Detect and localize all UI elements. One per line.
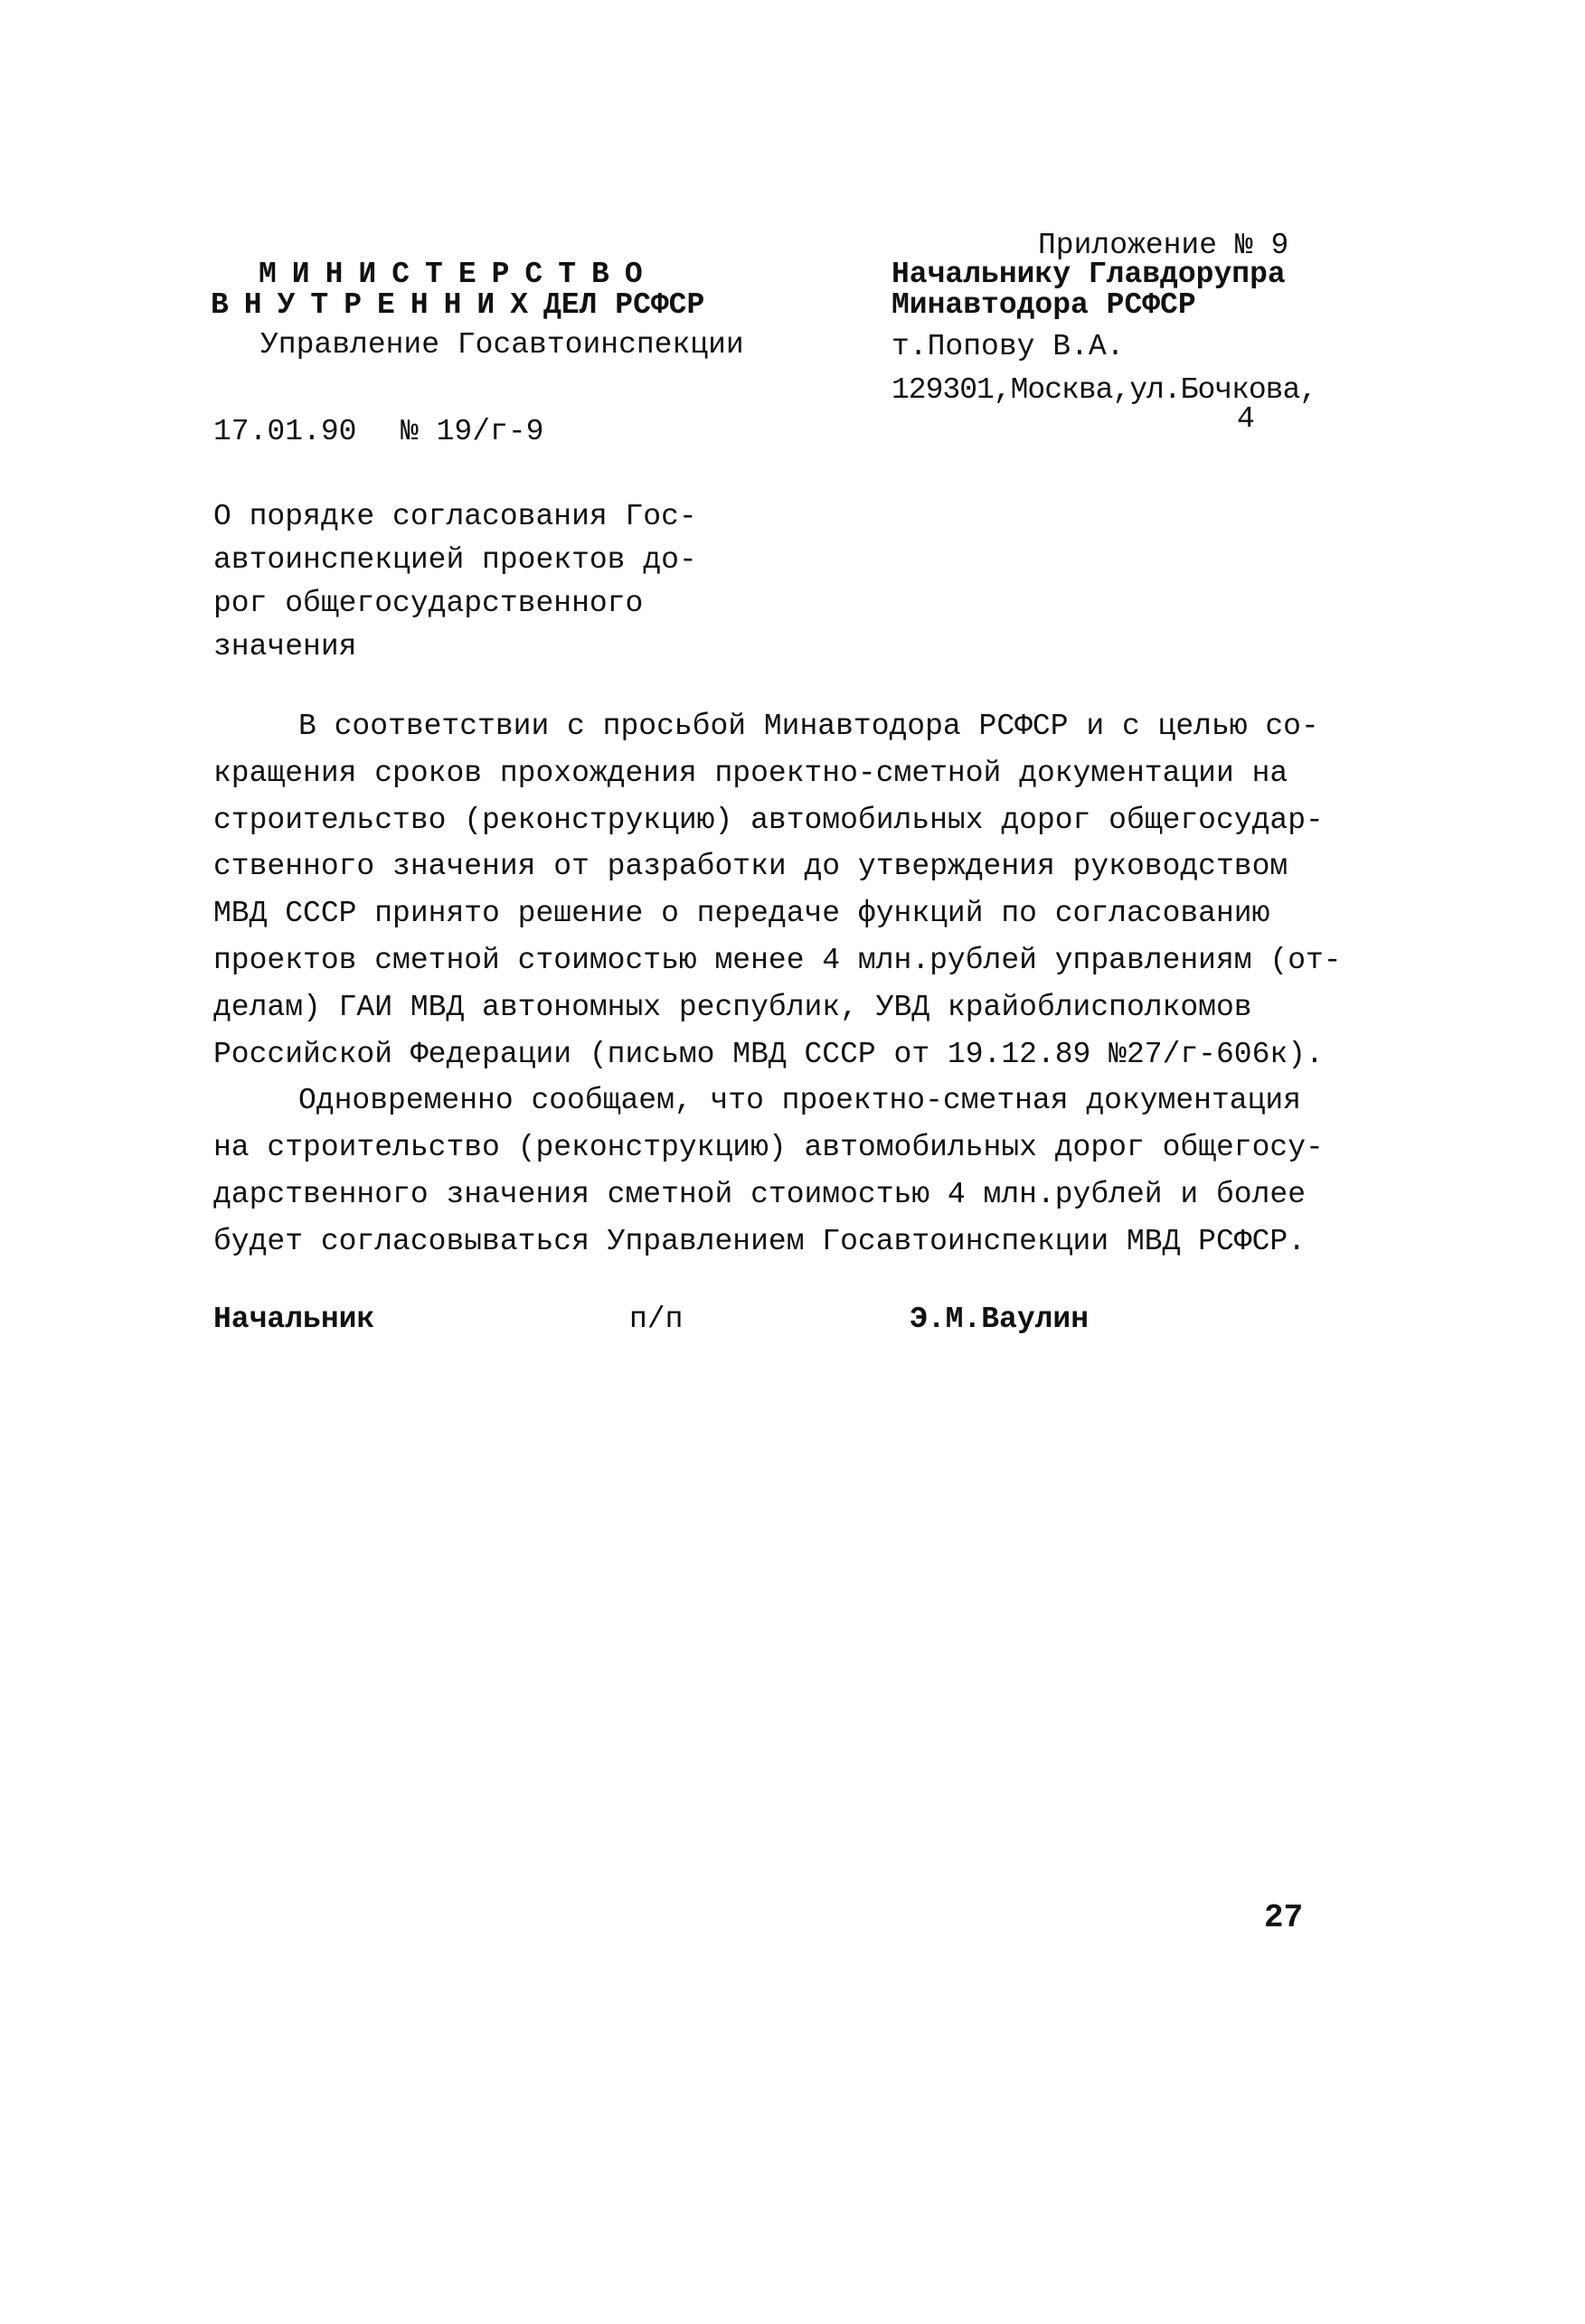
body-line: строительство (реконструкцию) автомобильных дорог общегосудар-: [213, 803, 1324, 837]
recipient-address-house: 4: [1237, 402, 1255, 436]
page-number: 27: [1264, 1899, 1304, 1936]
subject-line: рог общегосударственного: [213, 587, 644, 620]
subject-line: О порядке согласования Гос-: [213, 500, 697, 533]
subject-block: [213, 495, 697, 669]
sender-directorate: Управление Госавтоинспекции: [260, 328, 744, 362]
body-line: ственного значения от разработки до утверждения руководством: [213, 850, 1288, 884]
sender-ministry: МИНИСТЕРСТВО: [259, 258, 658, 291]
document-date: 17.01.90: [213, 415, 357, 448]
signature-name: Э.М.Ваулин: [910, 1303, 1090, 1336]
subject-line: значения: [213, 630, 357, 663]
sender-department-rest: ДЕЛ РСФСР: [543, 288, 705, 322]
appendix-label: Приложение № 9: [1038, 229, 1289, 262]
recipient-position: Начальнику Главдорупра: [892, 258, 1286, 291]
subject-line: автоинспекцией проектов до-: [213, 543, 697, 577]
recipient-address: 129301,Москва,ул.Бочкова,: [892, 373, 1317, 407]
body-line: кращения сроков прохождения проектно-сметной документации на: [213, 756, 1288, 790]
recipient-name: т.Попову В.А.: [892, 330, 1125, 363]
body-line: дарственного значения сметной стоимостью 4 млн.рублей и более: [213, 1177, 1306, 1211]
body-line: на строительство (реконструкцию) автомобильных дорог общегосу-: [213, 1131, 1324, 1165]
sender-department-spaced: ВНУТРЕННИХ: [211, 288, 544, 322]
signature-mark: п/п: [629, 1303, 684, 1336]
letter-body: [213, 703, 1342, 1265]
body-line: проектов сметной стоимостью менее 4 млн.рублей управлениям (от-: [213, 943, 1342, 977]
body-line: будет согласовываться Управлением Госавтоинспекции МВД РСФСР.: [213, 1224, 1306, 1258]
document-number: № 19/г-9: [401, 415, 544, 448]
body-line: В соответствии с просьбой Минавтодора РСФСР и с целью со-: [298, 710, 1319, 743]
body-line: делам) ГАИ МВД автономных республик, УВД крайоблисполкомов: [213, 990, 1252, 1024]
recipient-organization: Минавтодора РСФСР: [892, 288, 1196, 322]
body-line: Одновременно сообщаем, что проектно-сметная документация: [298, 1084, 1301, 1118]
signature-title: Начальник: [213, 1303, 375, 1336]
body-line: МВД СССР принято решение о передаче функций по согласованию: [213, 897, 1270, 931]
sender-department-line: [211, 287, 704, 324]
body-line: Российской Федерации (письмо МВД СССР от 19.12.89 №27/г-606к).: [213, 1037, 1324, 1071]
